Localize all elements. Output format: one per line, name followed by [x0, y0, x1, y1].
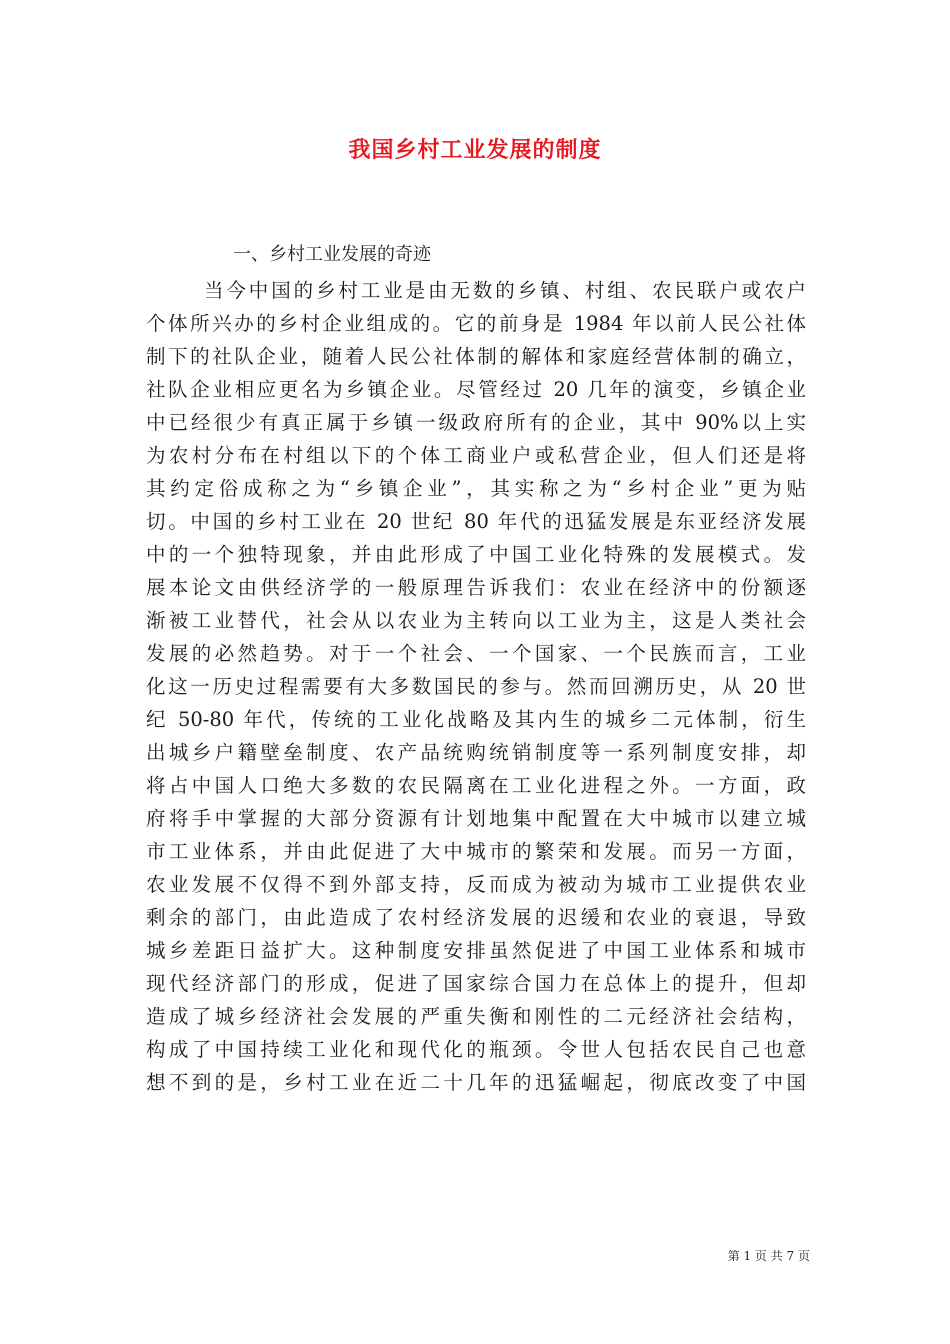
- body-paragraph: [146, 274, 806, 1099]
- text-line: 构成了中国持续工业化和现代化的瓶颈。令世人包括农民自己也意: [146, 1038, 806, 1061]
- text-line: 制下的社队企业，随着人民公社体制的解体和家庭经营体制的确立，: [146, 345, 806, 368]
- text-line: 化这一历史过程需要有大多数国民的参与。然而回溯历史，从 20 世: [146, 675, 806, 698]
- text-line: 社队企业相应更名为乡镇企业。尽管经过 20 几年的演变，乡镇企业: [146, 378, 806, 401]
- text-line: 纪 50-80 年代，传统的工业化战略及其内生的城乡二元体制，衍生: [146, 708, 806, 731]
- text-line: 当今中国的乡村工业是由无数的乡镇、村组、农民联户或农户: [204, 279, 806, 302]
- text-line: 中的一个独特现象，并由此形成了中国工业化特殊的发展模式。发: [146, 543, 806, 566]
- text-line: 城乡差距日益扩大。这种制度安排虽然促进了中国工业体系和城市: [146, 939, 806, 962]
- text-line: 为农村分布在村组以下的个体工商业户或私营企业，但人们还是将: [146, 444, 806, 467]
- text-line: 出城乡户籍壁垒制度、农产品统购统销制度等一系列制度安排，却: [146, 741, 806, 764]
- text-line: 展本论文由供经济学的一般原理告诉我们：农业在经济中的份额逐: [146, 576, 806, 599]
- text-line: 将占中国人口绝大多数的农民隔离在工业化进程之外。一方面，政: [146, 774, 806, 797]
- text-line: 发展的必然趋势。对于一个社会、一个国家、一个民族而言，工业: [146, 642, 806, 665]
- text-line: 府将手中掌握的大部分资源有计划地集中配置在大中城市以建立城: [146, 807, 806, 830]
- text-line: 个体所兴办的乡村企业组成的。它的前身是 1984 年以前人民公社体: [146, 312, 806, 335]
- text-line: 农业发展不仅得不到外部支持，反而成为被动为城市工业提供农业: [146, 873, 806, 896]
- text-line: 其约定俗成称之为“乡镇企业”，其实称之为“乡村企业”更为贴: [146, 477, 806, 500]
- text-line: 剩余的部门，由此造成了农村经济发展的迟缓和农业的衰退，导致: [146, 906, 806, 929]
- text-line: 市工业体系，并由此促进了大中城市的繁荣和发展。而另一方面，: [146, 840, 806, 863]
- text-line: 渐被工业替代，社会从以农业为主转向以工业为主，这是人类社会: [146, 609, 806, 632]
- text-line: 中已经很少有真正属于乡镇一级政府所有的企业，其中 90%以上实: [146, 411, 806, 434]
- section-heading: 一、乡村工业发展的奇迹: [233, 244, 431, 265]
- text-line: 想不到的是，乡村工业在近二十几年的迅猛崛起，彻底改变了中国: [146, 1071, 806, 1094]
- text-line: 切。中国的乡村工业在 20 世纪 80 年代的迅猛发展是东亚经济发展: [146, 510, 806, 533]
- text-line: 造成了城乡经济社会发展的严重失衡和刚性的二元经济社会结构，: [146, 1005, 806, 1028]
- page-number: 第 1 页 共 7 页: [727, 1249, 810, 1263]
- document-title: 我国乡村工业发展的制度: [348, 137, 602, 163]
- text-line: 现代经济部门的形成，促进了国家综合国力在总体上的提升，但却: [146, 972, 806, 995]
